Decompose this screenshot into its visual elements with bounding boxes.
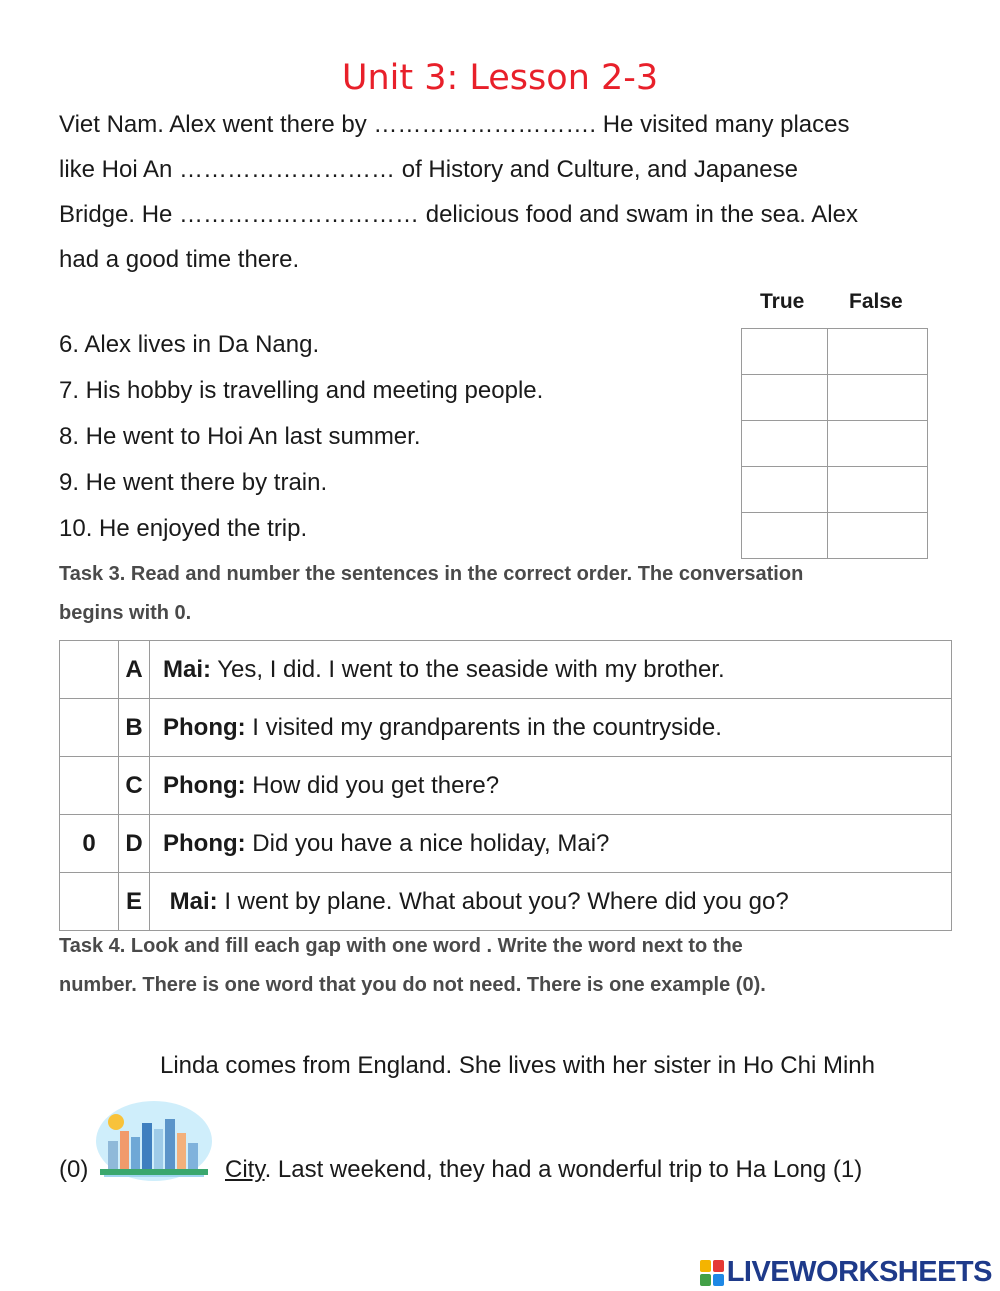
- statement-6: 6. Alex lives in Da Nang.: [59, 331, 320, 358]
- dialogue-text: Yes, I did. I went to the seaside with my brother.: [211, 655, 725, 683]
- dialogue-text: Did you have a nice holiday, Mai?: [245, 829, 610, 857]
- false-checkbox-10[interactable]: [828, 513, 928, 559]
- task4-text-line1: Linda comes from England. She lives with her sister in Ho Chi Minh: [160, 1052, 875, 1079]
- dialogue-line: [150, 641, 952, 699]
- false-checkbox-8[interactable]: [828, 421, 928, 467]
- order-input-a[interactable]: [60, 641, 119, 699]
- liveworksheets-logo-icon: [700, 1260, 724, 1286]
- dialogue-text: How did you get there?: [245, 771, 500, 799]
- order-example-d: 0: [60, 815, 119, 873]
- passage-line: like Hoi An ……………………… of History and Culture, and Japanese: [59, 156, 798, 183]
- conversation-row: [60, 873, 952, 931]
- true-header: True: [760, 290, 805, 313]
- false-header: False: [849, 290, 903, 313]
- conversation-row: [60, 757, 952, 815]
- reading-passage: [59, 102, 858, 282]
- page-title: Unit 3: Lesson 2-3: [341, 58, 659, 98]
- task3-instructions: [59, 555, 803, 633]
- liveworksheets-logo: [700, 1256, 992, 1289]
- city-skyline-icon: [94, 1097, 214, 1181]
- task4-line: Task 4. Look and fill each gap with one word . Write the word next to the: [59, 935, 743, 957]
- statement-8: 8. He went to Hoi An last summer.: [59, 423, 421, 450]
- dialogue-line: [150, 757, 952, 815]
- false-checkbox-6[interactable]: [828, 329, 928, 375]
- statement-9: 9. He went there by train.: [59, 469, 328, 496]
- task4-instructions: [59, 927, 766, 1005]
- logo-text: LIVEWORKSHEETS: [726, 1256, 992, 1288]
- speaker-name: Mai:: [163, 655, 211, 683]
- row-letter: B: [119, 699, 150, 757]
- conversation-row: [60, 641, 952, 699]
- statement-7: 7. His hobby is travelling and meeting people.: [59, 377, 544, 404]
- task4-text-line2: [225, 1156, 862, 1184]
- passage-line: had a good time there.: [59, 246, 300, 273]
- conversation-row: [60, 815, 952, 873]
- order-input-e[interactable]: [60, 873, 119, 931]
- task3-line: begins with 0.: [59, 602, 192, 624]
- false-checkbox-7[interactable]: [828, 375, 928, 421]
- row-letter: E: [119, 873, 150, 931]
- true-checkbox-10[interactable]: [742, 513, 828, 559]
- row-letter: D: [119, 815, 150, 873]
- dialogue-text: I went by plane. What about you? Where did you go?: [217, 887, 789, 915]
- statement-10: 10. He enjoyed the trip.: [59, 515, 308, 542]
- dialogue-line: [150, 815, 952, 873]
- conversation-table: [59, 640, 952, 931]
- row-letter: C: [119, 757, 150, 815]
- speaker-name: Phong:: [163, 829, 246, 857]
- task3-line: Task 3. Read and number the sentences in the correct order. The conversation: [59, 563, 804, 585]
- task4-sentence: . Last weekend, they had a wonderful trip to Ha Long (1): [264, 1156, 863, 1183]
- order-input-b[interactable]: [60, 699, 119, 757]
- example-label: (0): [59, 1156, 89, 1183]
- dialogue-text: I visited my grandparents in the countryside.: [245, 713, 722, 741]
- row-letter: A: [119, 641, 150, 699]
- conversation-row: [60, 699, 952, 757]
- passage-line: Bridge. He ………………………… delicious food and swam in the sea. Alex: [59, 201, 858, 228]
- task4-line: number. There is one word that you do not need. There is one example (0).: [59, 974, 766, 996]
- true-checkbox-7[interactable]: [742, 375, 828, 421]
- true-checkbox-9[interactable]: [742, 467, 828, 513]
- true-false-grid: [741, 328, 928, 559]
- dialogue-line: [150, 699, 952, 757]
- speaker-name: Phong:: [163, 713, 246, 741]
- dialogue-line: [150, 873, 952, 931]
- true-checkbox-6[interactable]: [742, 329, 828, 375]
- speaker-name: Phong:: [163, 771, 246, 799]
- example-answer: City: [225, 1156, 265, 1183]
- false-checkbox-9[interactable]: [828, 467, 928, 513]
- order-input-c[interactable]: [60, 757, 119, 815]
- speaker-name: Mai:: [163, 887, 218, 915]
- passage-line: Viet Nam. Alex went there by ………………………. He visited many places: [59, 111, 850, 138]
- true-checkbox-8[interactable]: [742, 421, 828, 467]
